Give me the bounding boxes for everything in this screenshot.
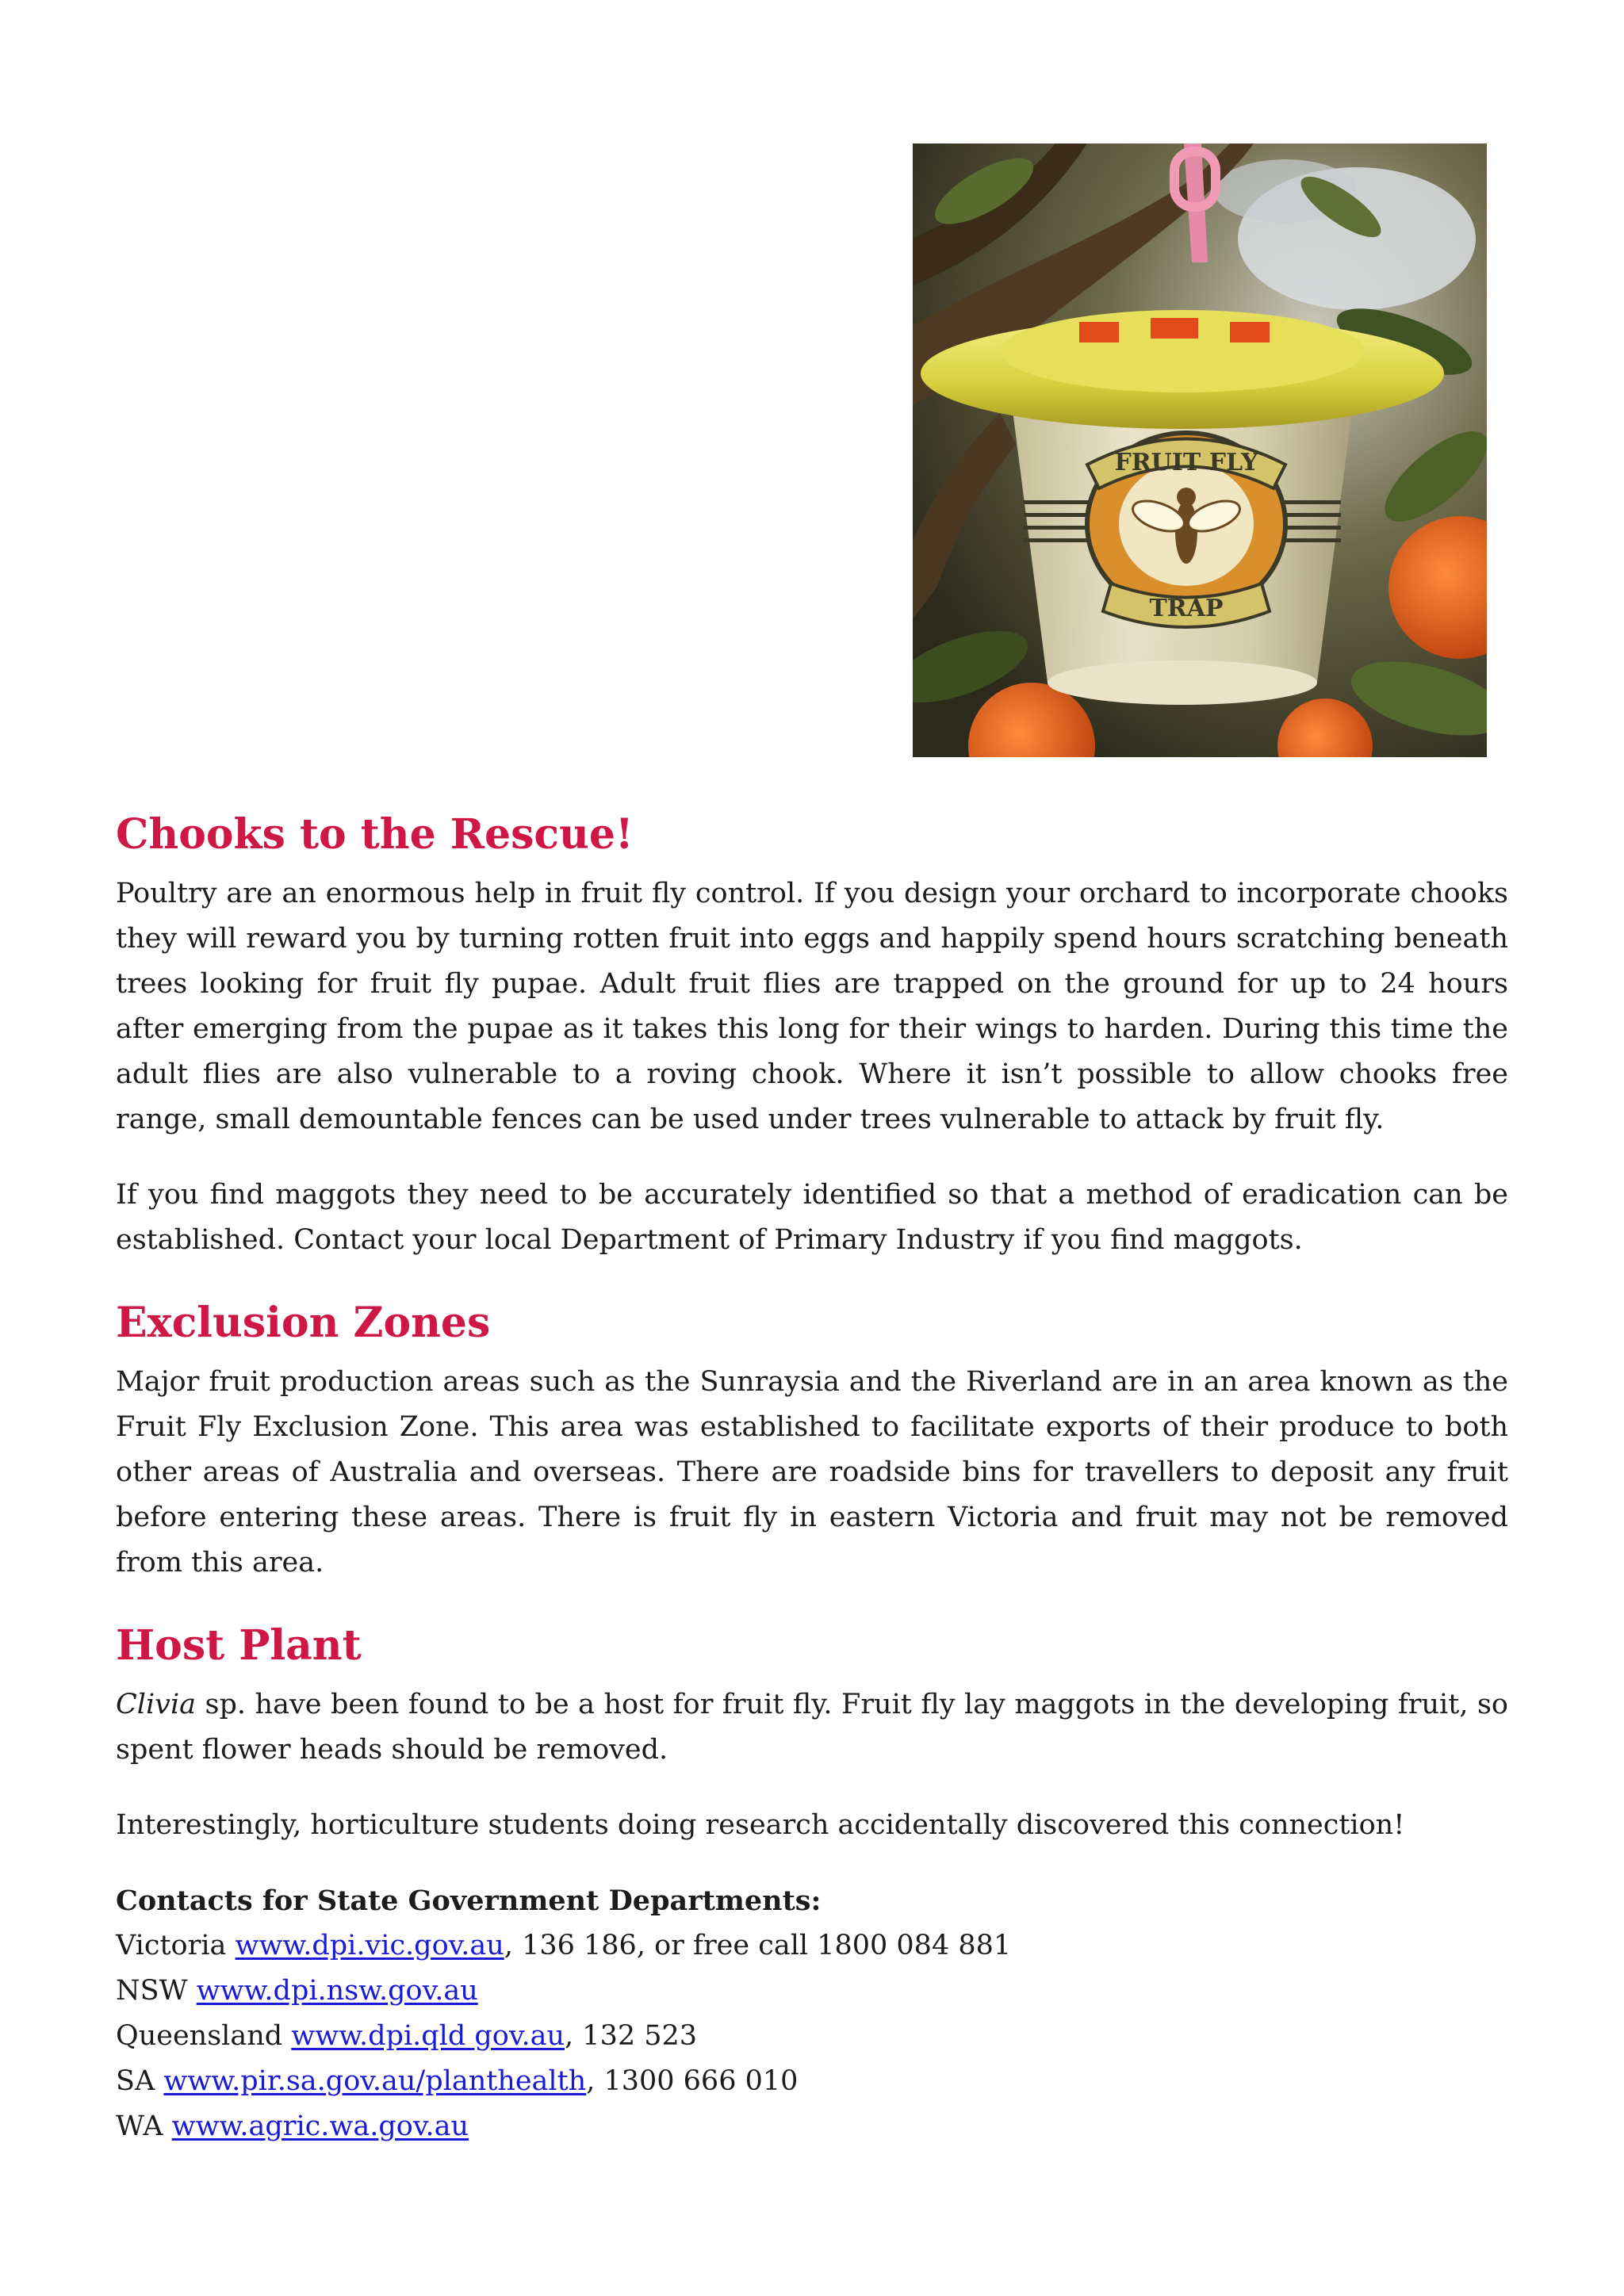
species-name: Clivia [116, 1689, 197, 1720]
contact-suffix: , 1300 666 010 [586, 2065, 799, 2097]
section-chooks [116, 805, 1508, 1263]
contact-queensland [116, 2014, 1508, 2059]
paragraph-chooks-2: If you find maggots they need to be accurately identified so that a method of eradication can be established. Contact your local Department of Primary Industry if you find maggots. [116, 1179, 1508, 1256]
section-exclusion [116, 1293, 1508, 1586]
contact-state: WA [116, 2110, 172, 2142]
contact-wa [116, 2104, 1508, 2149]
fruit-fly-trap-photo [913, 144, 1487, 757]
link-victoria[interactable]: www.dpi.vic.gov.au [235, 1930, 504, 1961]
link-queensland[interactable]: www.dpi.qld gov.au [291, 2020, 565, 2052]
heading-chooks: Chooks to the Rescue! [116, 810, 634, 859]
contact-state: SA [116, 2065, 164, 2097]
link-wa[interactable]: www.agric.wa.gov.au [171, 2110, 469, 2142]
heading-exclusion: Exclusion Zones [116, 1299, 491, 1347]
contact-sa [116, 2059, 1508, 2104]
link-sa[interactable]: www.pir.sa.gov.au/planthealth [163, 2065, 587, 2097]
fruit-fly-trap-illustration [913, 144, 1487, 757]
contacts-block [116, 1878, 1508, 2149]
contact-state: NSW [116, 1975, 197, 2007]
document-page [116, 0, 1508, 2296]
contact-suffix: , 136 186, or free call 1800 084 881 [504, 1930, 1012, 1961]
contact-suffix: , 132 523 [565, 2020, 698, 2052]
contact-victoria [116, 1923, 1508, 1969]
article-content [116, 805, 1508, 2149]
contact-nsw [116, 1969, 1508, 2014]
trap-label-top: FRUIT FLY [1114, 449, 1258, 476]
paragraph-host-2: Interestingly, horticulture students doing research accidentally discovered this connection! [116, 1809, 1405, 1841]
contact-state: Victoria [116, 1930, 236, 1961]
trap-label-bottom: TRAP [1149, 595, 1224, 622]
section-host [116, 1616, 1508, 1848]
paragraph-host-1 [116, 1682, 1508, 1773]
link-nsw[interactable]: www.dpi.nsw.gov.au [196, 1975, 478, 2007]
paragraph-exclusion-1: Major fruit production areas such as the Sunraysia and the Riverland are in an area known as the Fruit Fly Exclusion Zone. This area was established to facilitate exports of their produce to both other areas of Australia and overseas. There are roadside bins for travellers to deposit any fruit before entering these areas. There is fruit fly in eastern Victoria and fruit may not be removed from this area. [116, 1366, 1508, 1578]
heading-host: Host Plant [116, 1621, 362, 1670]
contacts-heading: Contacts for State Government Departments: [116, 1885, 822, 1917]
contact-state: Queensland [116, 2020, 292, 2052]
paragraph-chooks-1: Poultry are an enormous help in fruit fly control. If you design your orchard to incorporate chooks they will reward you by turning rotten fruit into eggs and happily spend hours scratching beneath trees looking for fruit fly pupae. Adult fruit flies are trapped on the ground for up to 24 hours after emerging from the pupae as it takes this long for their wings to harden. During this time the adult flies are also vulnerable to a roving chook. Where it isn’t possible to allow chooks free range, small demountable fences can be used under trees vulnerable to attack by fruit fly. [116, 878, 1508, 1135]
paragraph-host-1-text: sp. have been found to be a host for fruit fly. Fruit fly lay maggots in the developing fruit, so spent flower heads should be removed. [116, 1689, 1508, 1766]
